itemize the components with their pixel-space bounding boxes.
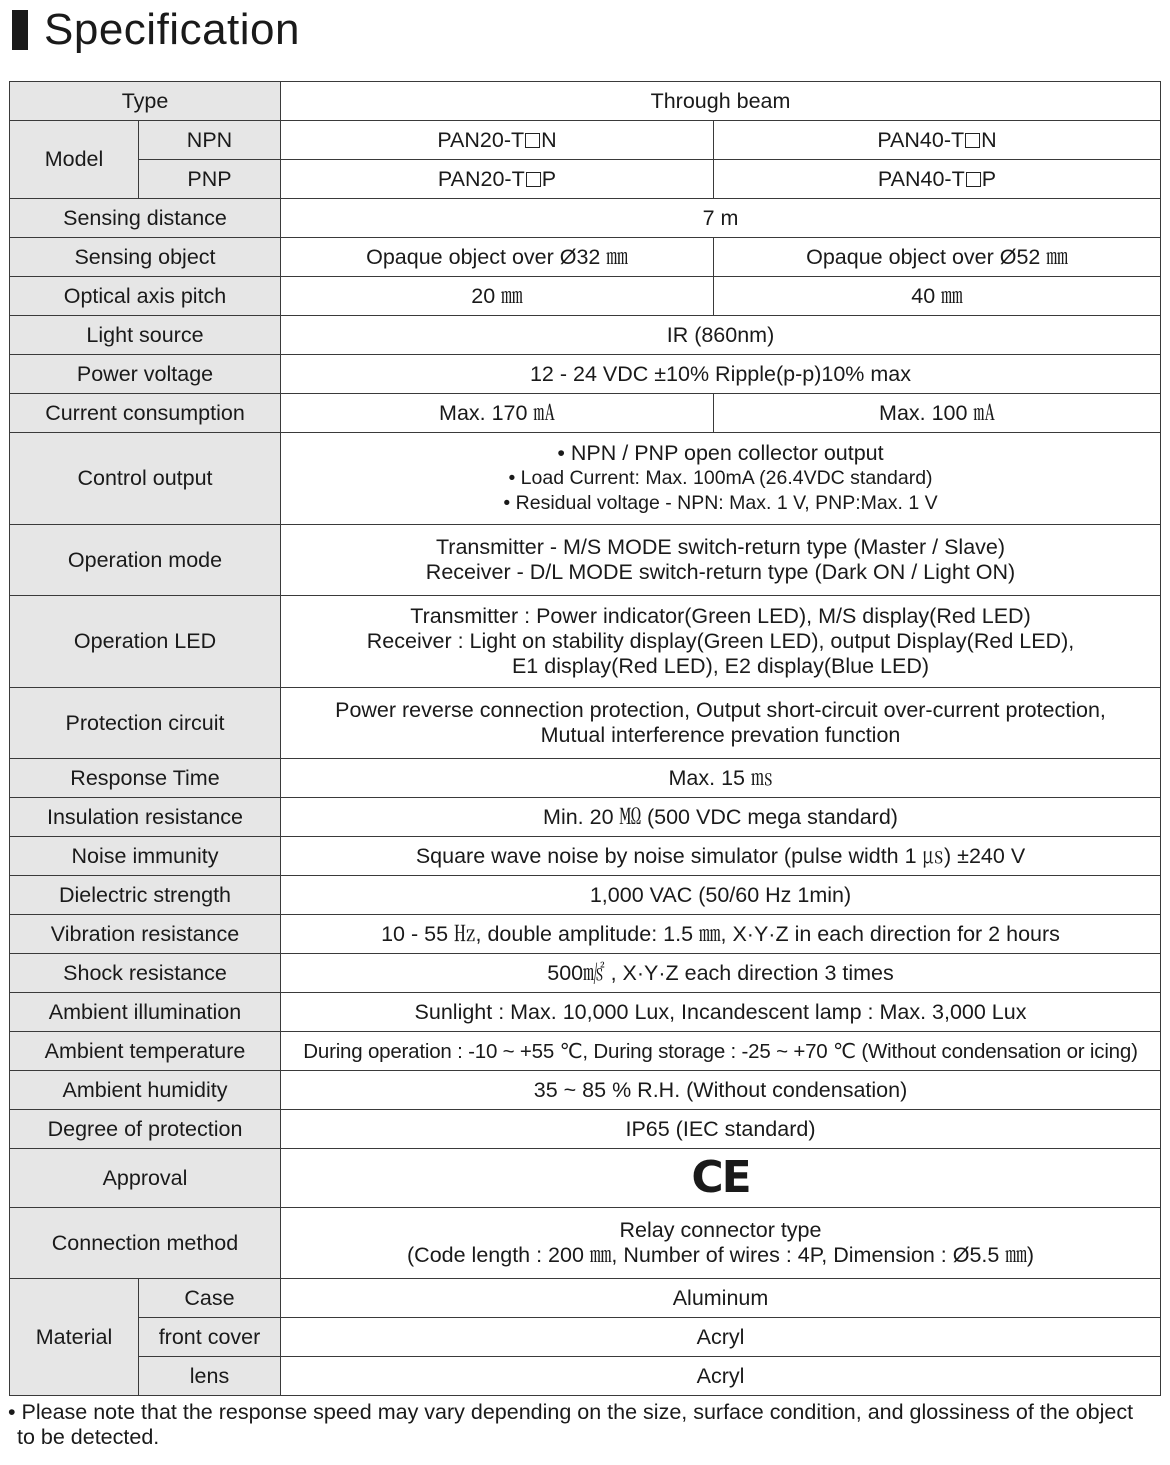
label-material: Material — [10, 1279, 139, 1396]
row-operation-led — [10, 596, 1161, 688]
label-npn: NPN — [139, 121, 281, 160]
label-optical-axis-pitch: Optical axis pitch — [10, 277, 281, 316]
value-sensing-distance: 7 m — [281, 199, 1161, 238]
row-model-pnp — [10, 160, 1161, 199]
label-ambient-temperature: Ambient temperature — [10, 1032, 281, 1071]
label-degree-of-protection: Degree of protection — [10, 1110, 281, 1149]
value-material-front-cover: Acryl — [281, 1318, 1161, 1357]
label-current-consumption: Current consumption — [10, 394, 281, 433]
value-operation-led — [281, 596, 1161, 688]
row-degree-of-protection — [10, 1110, 1161, 1149]
row-operation-mode — [10, 525, 1161, 596]
label-shock-resistance: Shock resistance — [10, 954, 281, 993]
model-npn-pan40-suffix: N — [981, 127, 997, 152]
label-sensing-distance: Sensing distance — [10, 199, 281, 238]
ce-mark-icon: CE — [691, 1152, 750, 1203]
value-model-npn-pan40 — [714, 121, 1161, 160]
row-dielectric-strength — [10, 876, 1161, 915]
row-approval — [10, 1149, 1161, 1208]
page-title — [12, 4, 300, 56]
row-model-npn — [10, 121, 1161, 160]
model-pnp-pan20-suffix: P — [541, 166, 557, 191]
label-insulation-resistance: Insulation resistance — [10, 798, 281, 837]
label-light-source: Light source — [10, 316, 281, 355]
value-response-time: Max. 15 ㎳ — [281, 759, 1161, 798]
specification-table — [9, 81, 1161, 1396]
control-output-line-3: • Residual voltage - NPN: Max. 1 V, PNP:Max. 1 V — [503, 492, 938, 514]
model-npn-pan40-prefix: PAN40-T — [877, 127, 965, 152]
row-shock-resistance — [10, 954, 1161, 993]
label-approval: Approval — [10, 1149, 281, 1208]
checkbox-placeholder-icon — [525, 133, 540, 148]
row-insulation-resistance — [10, 798, 1161, 837]
label-material-case: Case — [139, 1279, 281, 1318]
value-protection-circuit — [281, 688, 1161, 759]
row-material-case — [10, 1279, 1161, 1318]
control-output-line-2: • Load Current: Max. 100mA (26.4VDC standard) — [508, 467, 933, 489]
value-model-pnp-pan40 — [714, 160, 1161, 199]
value-material-case: Aluminum — [281, 1279, 1161, 1318]
value-type: Through beam — [281, 82, 1161, 121]
value-operation-mode — [281, 525, 1161, 596]
value-vibration-resistance: 10 - 55 ㎐, double amplitude: 1.5 ㎜, X·Y·Z in each direction for 2 hours — [281, 915, 1161, 954]
row-vibration-resistance — [10, 915, 1161, 954]
checkbox-placeholder-icon — [965, 133, 980, 148]
value-insulation-resistance: Min. 20 ㏁ (500 VDC mega standard) — [281, 798, 1161, 837]
value-current-consumption-pan40: Max. 100 ㎃ — [714, 394, 1161, 433]
value-model-npn-pan20 — [281, 121, 714, 160]
row-ambient-temperature — [10, 1032, 1161, 1071]
connection-method-line-1: Relay connector type — [619, 1218, 822, 1242]
value-connection-method — [281, 1208, 1161, 1279]
footnote-line-2: to be detected. — [17, 1425, 160, 1449]
label-power-voltage: Power voltage — [10, 355, 281, 394]
label-type: Type — [10, 82, 281, 121]
row-sensing-distance — [10, 199, 1161, 238]
value-power-voltage: 12 - 24 VDC ±10% Ripple(p-p)10% max — [281, 355, 1161, 394]
row-current-consumption — [10, 394, 1161, 433]
operation-mode-line-2: Receiver - D/L MODE switch-return type (Dark ON / Light ON) — [425, 560, 1016, 584]
value-ambient-temperature: During operation : -10 ~ +55 ℃, During storage : -25 ~ +70 ℃ (Without condensation or icing) — [281, 1032, 1161, 1071]
row-material-lens — [10, 1357, 1161, 1396]
value-control-output — [281, 433, 1161, 525]
operation-led-line-3: E1 display(Red LED), E2 display(Blue LED) — [511, 654, 930, 678]
value-degree-of-protection: IP65 (IEC standard) — [281, 1110, 1161, 1149]
checkbox-placeholder-icon — [526, 172, 541, 187]
label-noise-immunity: Noise immunity — [10, 837, 281, 876]
value-ambient-illumination: Sunlight : Max. 10,000 Lux, Incandescent lamp : Max. 3,000 Lux — [281, 993, 1161, 1032]
value-current-consumption-pan20: Max. 170 ㎃ — [281, 394, 714, 433]
footnote-line-1: • Please note that the response speed may vary depending on the size, surface condition, and glossiness of the object — [8, 1400, 1134, 1424]
operation-led-line-2: Receiver : Light on stability display(Green LED), output Display(Red LED), — [366, 629, 1075, 653]
model-pnp-pan40-suffix: P — [981, 166, 997, 191]
label-model: Model — [10, 121, 139, 199]
value-material-lens: Acryl — [281, 1357, 1161, 1396]
label-dielectric-strength: Dielectric strength — [10, 876, 281, 915]
operation-led-line-1: Transmitter : Power indicator(Green LED), M/S display(Red LED) — [410, 604, 1031, 628]
connection-method-line-2: (Code length : 200 ㎜, Number of wires : 4P, Dimension : Ø5.5 ㎜) — [407, 1243, 1034, 1267]
label-control-output: Control output — [10, 433, 281, 525]
label-response-time: Response Time — [10, 759, 281, 798]
value-optical-axis-pitch-pan40: 40 ㎜ — [714, 277, 1161, 316]
value-ambient-humidity: 35 ~ 85 % R.H. (Without condensation) — [281, 1071, 1161, 1110]
row-ambient-humidity — [10, 1071, 1161, 1110]
checkbox-placeholder-icon — [966, 172, 981, 187]
row-response-time — [10, 759, 1161, 798]
row-power-voltage — [10, 355, 1161, 394]
label-ambient-illumination: Ambient illumination — [10, 993, 281, 1032]
row-material-front-cover — [10, 1318, 1161, 1357]
label-operation-mode: Operation mode — [10, 525, 281, 596]
row-connection-method — [10, 1208, 1161, 1279]
row-ambient-illumination — [10, 993, 1161, 1032]
value-dielectric-strength: 1,000 VAC (50/60 Hz 1min) — [281, 876, 1161, 915]
model-pnp-pan40-prefix: PAN40-T — [877, 166, 965, 191]
title-marker-bar — [12, 10, 28, 50]
value-noise-immunity: Square wave noise by noise simulator (pulse width 1 ㎲) ±240 V — [281, 837, 1161, 876]
value-model-pnp-pan20 — [281, 160, 714, 199]
model-npn-pan20-suffix: N — [541, 127, 557, 152]
value-approval — [281, 1149, 1161, 1208]
label-ambient-humidity: Ambient humidity — [10, 1071, 281, 1110]
value-optical-axis-pitch-pan20: 20 ㎜ — [281, 277, 714, 316]
label-sensing-object: Sensing object — [10, 238, 281, 277]
protection-circuit-line-1: Power reverse connection protection, Output short-circuit over-current protection, — [335, 698, 1106, 722]
row-optical-axis-pitch — [10, 277, 1161, 316]
label-operation-led: Operation LED — [10, 596, 281, 688]
row-light-source — [10, 316, 1161, 355]
value-sensing-object-pan20: Opaque object over Ø32 ㎜ — [281, 238, 714, 277]
value-shock-resistance: 500㎨ , X·Y·Z each direction 3 times — [281, 954, 1161, 993]
row-type — [10, 82, 1161, 121]
label-protection-circuit: Protection circuit — [10, 688, 281, 759]
page-title-text: Specification — [44, 5, 300, 54]
label-material-front-cover: front cover — [139, 1318, 281, 1357]
model-npn-pan20-prefix: PAN20-T — [437, 127, 525, 152]
control-output-line-1: • NPN / PNP open collector output — [557, 441, 884, 465]
label-vibration-resistance: Vibration resistance — [10, 915, 281, 954]
label-connection-method: Connection method — [10, 1208, 281, 1279]
label-pnp: PNP — [139, 160, 281, 199]
value-sensing-object-pan40: Opaque object over Ø52 ㎜ — [714, 238, 1161, 277]
protection-circuit-line-2: Mutual interference prevation function — [540, 723, 901, 747]
row-protection-circuit — [10, 688, 1161, 759]
operation-mode-line-1: Transmitter - M/S MODE switch-return type (Master / Slave) — [435, 535, 1006, 559]
label-material-lens: lens — [139, 1357, 281, 1396]
row-noise-immunity — [10, 837, 1161, 876]
footnote — [8, 1400, 1158, 1450]
value-light-source: IR (860nm) — [281, 316, 1161, 355]
model-pnp-pan20-prefix: PAN20-T — [437, 166, 525, 191]
row-sensing-object — [10, 238, 1161, 277]
row-control-output — [10, 433, 1161, 525]
